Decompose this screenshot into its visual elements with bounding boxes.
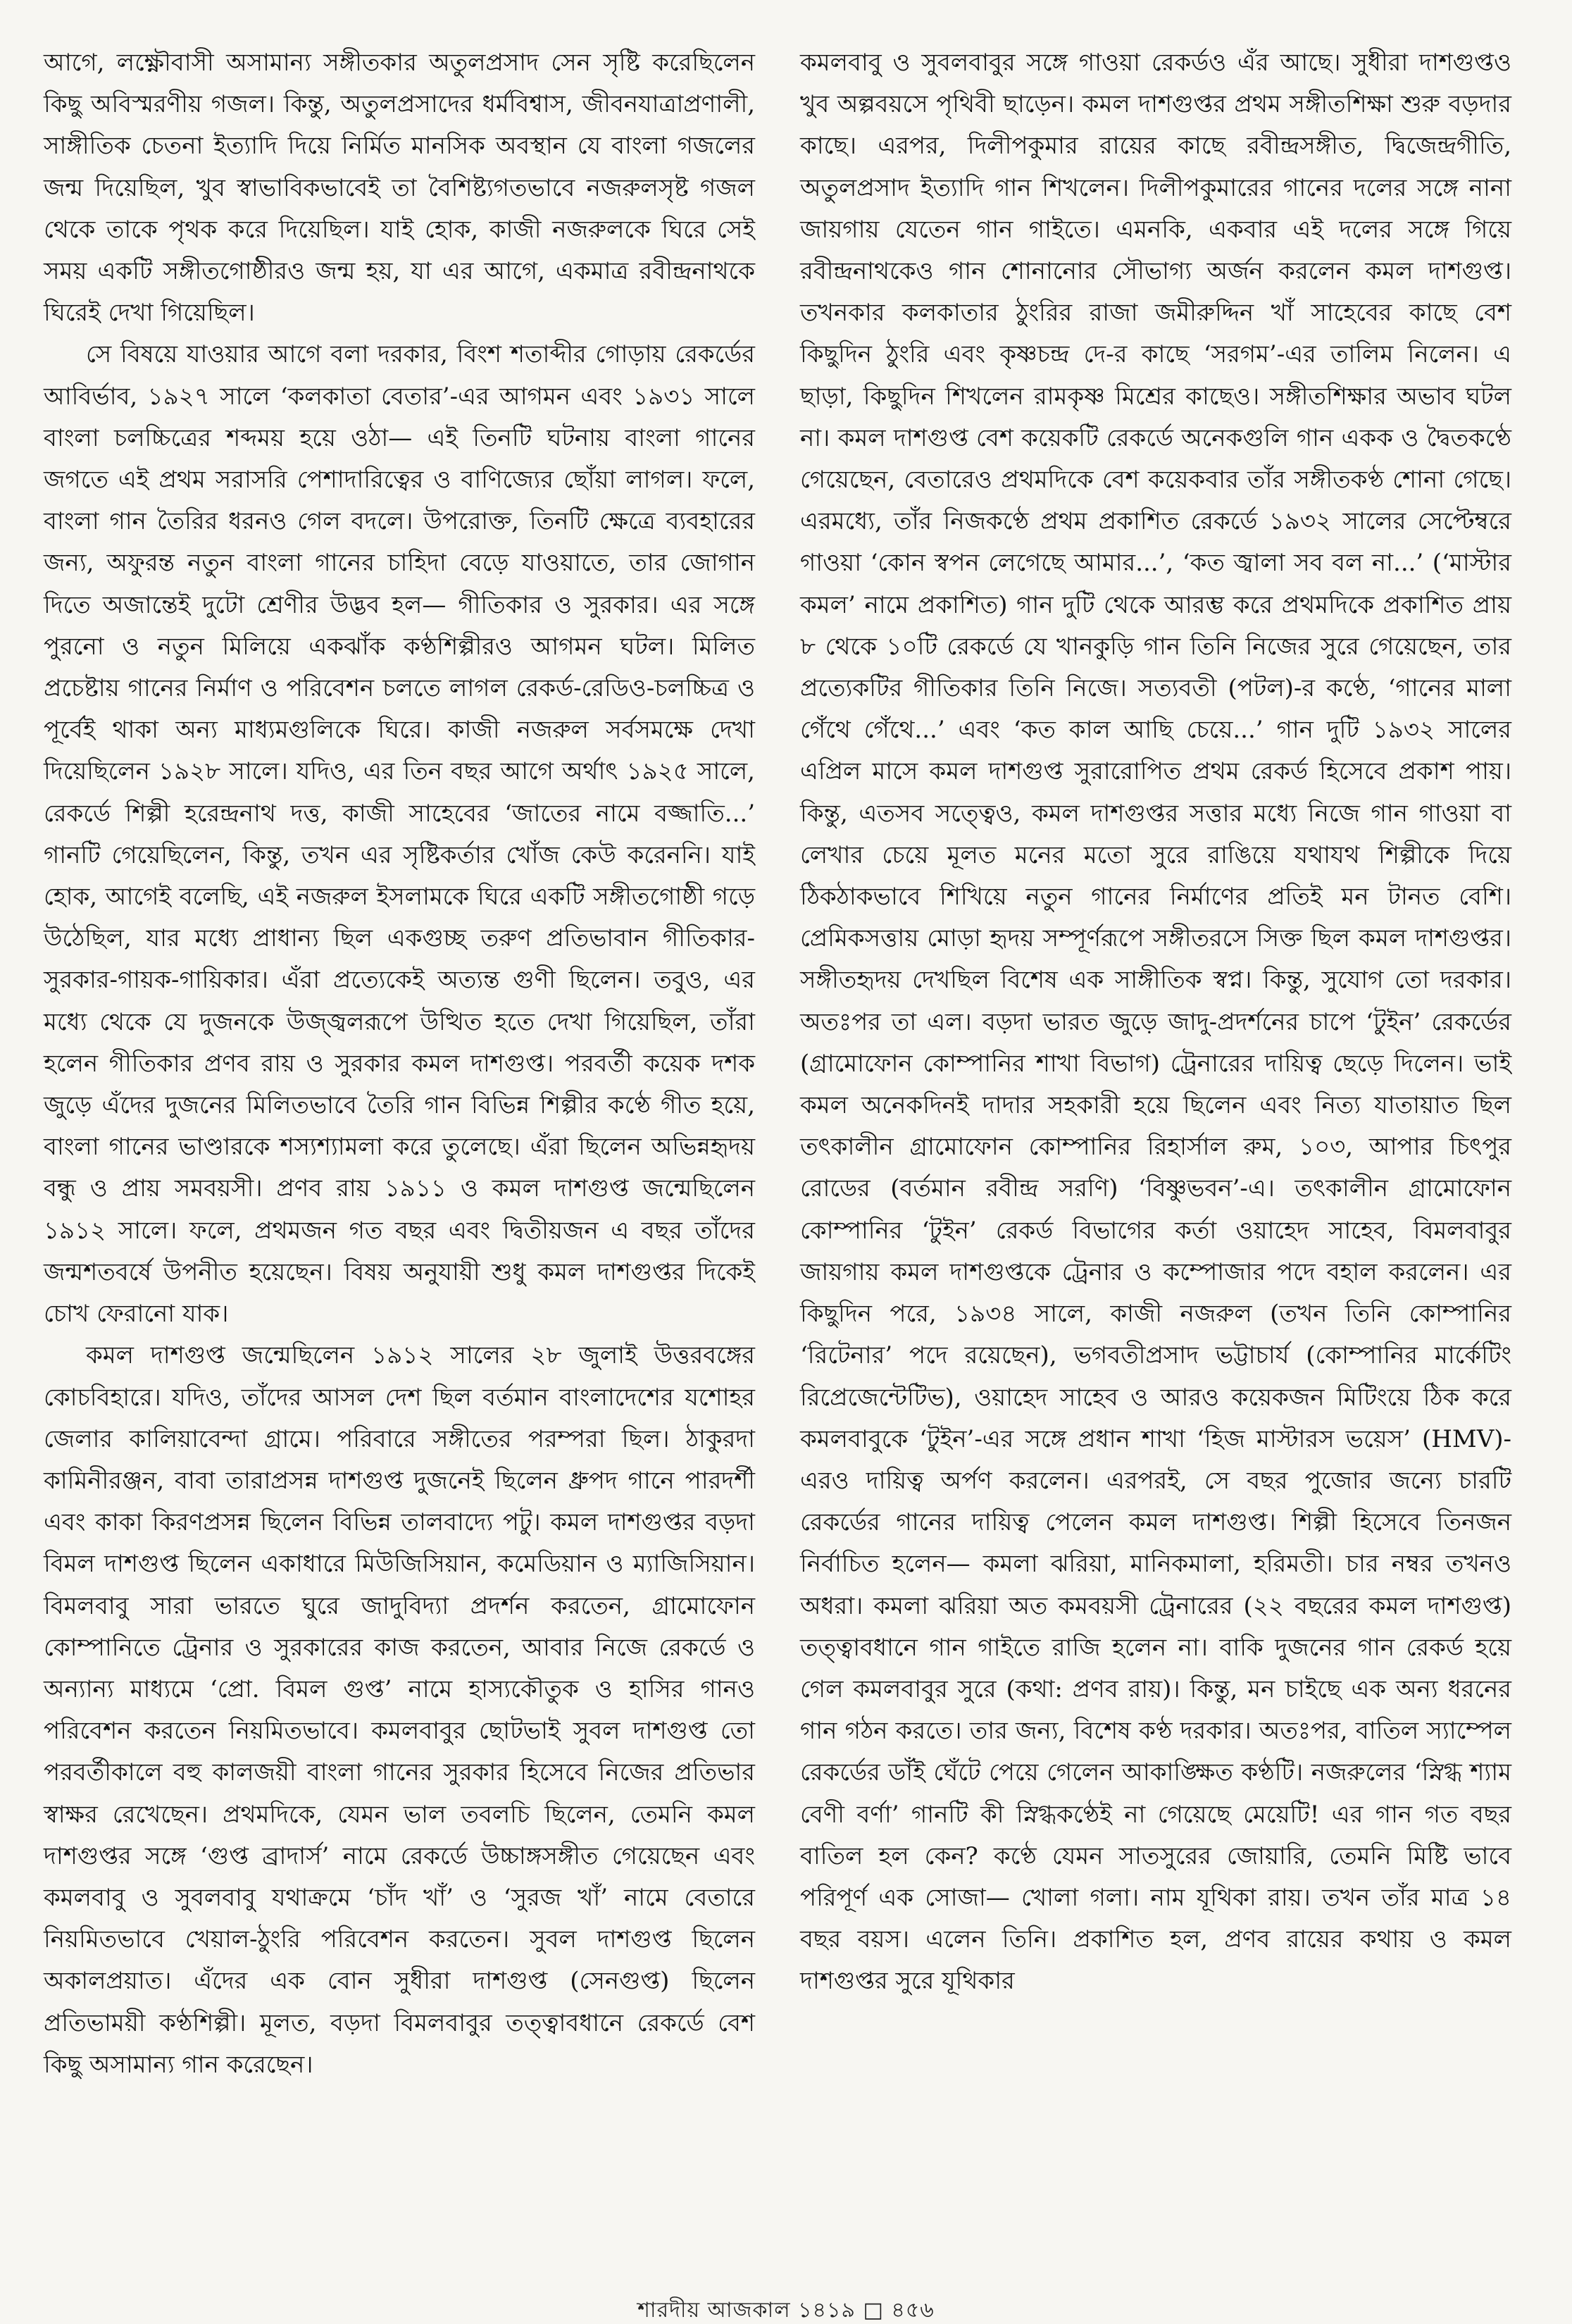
- right-column: [800, 42, 1511, 2003]
- page-footer: শারদীয় আজকাল ১৪১৯ □ ৪৫৬: [637, 2298, 935, 2323]
- left-column: [44, 42, 755, 2086]
- paragraph: সে বিষয়ে যাওয়ার আগে বলা দরকার, বিংশ শতাব্দীর গোড়ায় রেকর্ডের আবির্ভাব, ১৯২৭ সালে ‘কলকাতা বেতার’-এর আগমন এবং ১৯৩১ সালে বাংলা চলচ্চিত্রের শব্দময় হয়ে ওঠা— এই তিনটি ঘটনায় বাংলা গানের জগতে এই প্রথম সরাসরি পেশাদারিত্বের ও বাণিজ্যের ছোঁয়া লাগল। ফলে, বাংলা গান তৈরির ধরনও গেল বদলে। উপরোক্ত, তিনটি ক্ষেত্রে ব্যবহারের জন্য, অফুরন্ত নতুন বাংলা গানের চাহিদা বেড়ে যাওয়াতে, তার জোগান দিতে অজান্তেই দুটো শ্রেণীর উদ্ভব হল— গীতিকার ও সুরকার। এর সঙ্গে পুরনো ও নতুন মিলিয়ে একঝাঁক কণ্ঠশিল্পীরও আগমন ঘটল। মিলিত প্রচেষ্টায় গানের নির্মাণ ও পরিবেশন চলতে লাগল রেকর্ড-রেডিও-চলচ্চিত্র ও পূর্বেই থাকা অন্য মাধ্যমগুলিকে ঘিরে। কাজী নজরুল সর্বসমক্ষে দেখা দিয়েছিলেন ১৯২৮ সালে। যদিও, এর তিন বছর আগে অর্থাৎ ১৯২৫ সালে, রেকর্ডে শিল্পী হরেন্দ্রনাথ দত্ত, কাজী সাহেবের ‘জাতের নামে বজ্জাতি...’ গানটি গেয়েছিলেন, কিন্তু, তখন এর সৃষ্টিকর্তার খোঁজ কেউ করেননি। যাই হোক, আগেই বলেছি, এই নজরুল ইসলামকে ঘিরে একটি সঙ্গীতগোষ্ঠী গড়ে উঠেছিল, যার মধ্যে প্রাধান্য ছিল একগুচ্ছ তরুণ প্রতিভাবান গীতিকার-সুরকার-গায়ক-গায়িকার। এঁরা প্রত্যেকেই অত্যন্ত গুণী ছিলেন। তবুও, এর মধ্যে থেকে যে দুজনকে উজ্জ্বলরূপে উত্থিত হতে দেখা গিয়েছিল, তাঁরা হলেন গীতিকার প্রণব রায় ও সুরকার কমল দাশগুপ্ত। পরবর্তী কয়েক দশক জুড়ে এঁদের দুজনের মিলিতভাবে তৈরি গান বিভিন্ন শিল্পীর কণ্ঠে গীত হয়ে, বাংলা গানের ভাণ্ডারকে শস্যশ্যামলা করে তুলেছে। এঁরা ছিলেন অভিন্নহৃদয় বন্ধু ও প্রায় সমবয়সী। প্রণব রায় ১৯১১ ও কমল দাশগুপ্ত জন্মেছিলেন ১৯১২ সালে। ফলে, প্রথমজন গত বছর এবং দ্বিতীয়জন এ বছর তাঁদের জন্মশতবর্ষে উপনীত হয়েছেন। বিষয় অনুযায়ী শুধু কমল দাশগুপ্তর দিকেই চোখ ফেরানো যাক।: [44, 340, 755, 1329]
- paragraph: কমলবাবু ও সুবলবাবুর সঙ্গে গাওয়া রেকর্ডও এঁর আছে। সুধীরা দাশগুপ্তও খুব অল্পবয়সে পৃথিবী ছাড়েন। কমল দাশগুপ্তর প্রথম সঙ্গীতশিক্ষা শুরু বড়দার কাছে। এরপর, দিলীপকুমার রায়ের কাছে রবীন্দ্রসঙ্গীত, দ্বিজেন্দ্রগীতি, অতুলপ্রসাদ ইত্যাদি গান শিখলেন। দিলীপকুমারের গানের দলের সঙ্গে নানা জায়গায় যেতেন গান গাইতে। এমনকি, একবার এই দলের সঙ্গে গিয়ে রবীন্দ্রনাথকেও গান শোনানোর সৌভাগ্য অর্জন করলেন কমল দাশগুপ্ত। তখনকার কলকাতার ঠুংরির রাজা জমীরুদ্দিন খাঁ সাহেবের কাছে বেশ কিছুদিন ঠুংরি এবং কৃষ্ণচন্দ্র দে-র কাছে ‘সরগম’-এর তালিম নিলেন। এ ছাড়া, কিছুদিন শিখলেন রামকৃষ্ণ মিশ্রের কাছেও। সঙ্গীতশিক্ষার অভাব ঘটল না। কমল দাশগুপ্ত বেশ কয়েকটি রেকর্ডে অনেকগুলি গান একক ও দ্বৈতকণ্ঠে গেয়েছেন, বেতারেও প্রথমদিকে বেশ কয়েকবার তাঁর সঙ্গীতকণ্ঠ শোনা গেছে। এরমধ্যে, তাঁর নিজকণ্ঠে প্রথম প্রকাশিত রেকর্ডে ১৯৩২ সালের সেপ্টেম্বরে গাওয়া ‘কোন স্বপন লেগেছে আমার...’, ‘কত জ্বালা সব বল না...’ (‘মাস্টার কমল’ নামে প্রকাশিত) গান দুটি থেকে আরম্ভ করে প্রথমদিকে প্রকাশিত প্রায় ৮ থেকে ১০টি রেকর্ডে যে খানকুড়ি গান তিনি নিজের সুরে গেয়েছেন, তার প্রত্যেকটির গীতিকার তিনি নিজে। সত্যবতী (পটল)-র কণ্ঠে, ‘গানের মালা গেঁথে গেঁথে...’ এবং ‘কত কাল আছি চেয়ে...’ গান দুটি ১৯৩২ সালের এপ্রিল মাসে কমল দাশগুপ্ত সুরারোপিত প্রথম রেকর্ড হিসেবে প্রকাশ পায়। কিন্তু, এতসব সত্ত্বেও, কমল দাশগুপ্তর সত্তার মধ্যে নিজে গান গাওয়া বা লেখার চেয়ে মূলত মনের মতো সুরে রাঙিয়ে যথাযথ শিল্পীকে দিয়ে ঠিকঠাকভাবে শিখিয়ে নতুন গানের নির্মাণের প্রতিই মন টানত বেশি। প্রেমিকসত্তায় মোড়া হৃদয় সম্পূর্ণরূপে সঙ্গীতরসে সিক্ত ছিল কমল দাশগুপ্তর। সঙ্গীতহৃদয় দেখছিল বিশেষ এক সাঙ্গীতিক স্বপ্ন। কিন্তু, সুযোগ তো দরকার। অতঃপর তা এল। বড়দা ভারত জুড়ে জাদু-প্রদর্শনের চাপে ‘টুইন’ রেকর্ডের (গ্রামোফোন কোম্পানির শাখা বিভাগ) ট্রেনারের দায়িত্ব ছেড়ে দিলেন। ভাই কমল অনেকদিনই দাদার সহকারী হয়ে ছিলেন এবং নিত্য যাতায়াত ছিল তৎকালীন গ্রামোফোন কোম্পানির রিহার্সাল রুম, ১০৩, আপার চিৎপুর রোডের (বর্তমান রবীন্দ্র সরণি) ‘বিষ্ণুভবন’-এ। তৎকালীন গ্রামোফোন কোম্পানির ‘টুইন’ রেকর্ড বিভাগের কর্তা ওয়াহেদ সাহেব, বিমলবাবুর জায়গায় কমল দাশগুপ্তকে ট্রেনার ও কম্পোজার পদে বহাল করলেন। এর কিছুদিন পরে, ১৯৩৪ সালে, কাজী নজরুল (তখন তিনি কোম্পানির ‘রিটেনার’ পদে রয়েছেন), ভগবতীপ্রসাদ ভট্টাচার্য (কোম্পানির মার্কেটিং রিপ্রেজেন্টেটিভ), ওয়াহেদ সাহেব ও আরও কয়েকজন মিটিংয়ে ঠিক করে কমলবাবুকে ‘টুইন’-এর সঙ্গে প্রধান শাখা ‘হিজ মাস্টারস ভয়েস’ (HMV)-এরও দায়িত্ব অর্পণ করলেন। এরপরই, সে বছর পুজোর জন্যে চারটি রেকর্ডের গানের দায়িত্ব পেলেন কমল দাশগুপ্ত। শিল্পী হিসেবে তিনজন নির্বাচিত হলেন— কমলা ঝরিয়া, মানিকমালা, হরিমতী। চার নম্বর তখনও অধরা। কমলা ঝরিয়া অত কমবয়সী ট্রেনারের (২২ বছরের কমল দাশগুপ্ত) তত্ত্বাবধানে গান গাইতে রাজি হলেন না। বাকি দুজনের গান রেকর্ড হয়ে গেল কমলবাবুর সুরে (কথা: প্রণব রায়)। কিন্তু, মন চাইছে এক অন্য ধরনের গান গঠন করতে। তার জন্য, বিশেষ কণ্ঠ দরকার। অতঃপর, বাতিল স্যাম্পেল রেকর্ডের ডাঁই ঘেঁটে পেয়ে গেলেন আকাঙ্ক্ষিত কণ্ঠটি। নজরুলের ‘স্নিগ্ধ শ্যাম বেণী বর্ণা’ গানটি কী স্নিগ্ধকণ্ঠেই না গেয়েছে মেয়েটি! এর গান গত বছর বাতিল হল কেন? কণ্ঠে যেমন সাতসুরের জোয়ারি, তেমনি মিষ্টি ভাবে পরিপূর্ণ এক সোজা— খোলা গলা। নাম যূথিকা রায়। তখন তাঁর মাত্র ১৪ বছর বয়স। এলেন তিনি। প্রকাশিত হল, প্রণব রায়ের কথায় ও কমল দাশগুপ্তর সুরে যূথিকার: [800, 49, 1511, 1996]
- paragraph: আগে, লক্ষ্ণৌবাসী অসামান্য সঙ্গীতকার অতুলপ্রসাদ সেন সৃষ্টি করেছিলেন কিছু অবিস্মরণীয় গজল। কিন্তু, অতুলপ্রসাদের ধর্মবিশ্বাস, জীবনযাত্রাপ্রণালী, সাঙ্গীতিক চেতনা ইত্যাদি দিয়ে নির্মিত মানসিক অবস্থান যে বাংলা গজলের জন্ম দিয়েছিল, খুব স্বাভাবিকভাবেই তা বৈশিষ্ট্যগতভাবে নজরুলসৃষ্ট গজল থেকে তাকে পৃথক করে দিয়েছিল। যাই হোক, কাজী নজরুলকে ঘিরে সেই সময় একটি সঙ্গীতগোষ্ঠীরও জন্ম হয়, যা এর আগে, একমাত্র রবীন্দ্রনাথকে ঘিরেই দেখা গিয়েছিল।: [44, 49, 755, 328]
- paragraph: কমল দাশগুপ্ত জন্মেছিলেন ১৯১২ সালের ২৮ জুলাই উত্তরবঙ্গের কোচবিহারে। যদিও, তাঁদের আসল দেশ ছিল বর্তমান বাংলাদেশের যশোহর জেলার কালিয়াবেন্দা গ্রামে। পরিবারে সঙ্গীতের পরম্পরা ছিল। ঠাকুরদা কামিনীরঞ্জন, বাবা তারাপ্রসন্ন দাশগুপ্ত দুজনেই ছিলেন ধ্রুপদ গানে পারদর্শী এবং কাকা কিরণপ্রসন্ন ছিলেন বিভিন্ন তালবাদ্যে পটু। কমল দাশগুপ্তর বড়দা বিমল দাশগুপ্ত ছিলেন একাধারে মিউজিসিয়ান, কমেডিয়ান ও ম্যাজিসিয়ান। বিমলবাবু সারা ভারতে ঘুরে জাদুবিদ্যা প্রদর্শন করতেন, গ্রামোফোন কোম্পানিতে ট্রেনার ও সুরকারের কাজ করতেন, আবার নিজে রেকর্ডে ও অন্যান্য মাধ্যমে ‘প্রো. বিমল গুপ্ত’ নামে হাস্যকৌতুক ও হাসির গানও পরিবেশন করতেন নিয়মিতভাবে। কমলবাবুর ছোটভাই সুবল দাশগুপ্ত তো পরবর্তীকালে বহু কালজয়ী বাংলা গানের সুরকার হিসেবে নিজের প্রতিভার স্বাক্ষর রেখেছেন। প্রথমদিকে, যেমন ভাল তবলচি ছিলেন, তেমনি কমল দাশগুপ্তর সঙ্গে ‘গুপ্ত ব্রাদার্স’ নামে রেকর্ডে উচ্চাঙ্গসঙ্গীত গেয়েছেন এবং কমলবাবু ও সুবলবাবু যথাক্রমে ‘চাঁদ খাঁ’ ও ‘সুরজ খাঁ’ নামে বেতারে নিয়মিতভাবে খেয়াল-ঠুংরি পরিবেশন করতেন। সুবল দাশগুপ্ত ছিলেন অকালপ্রয়াত। এঁদের এক বোন সুধীরা দাশগুপ্ত (সেনগুপ্ত) ছিলেন প্রতিভাময়ী কণ্ঠশিল্পী। মূলত, বড়দা বিমলবাবুর তত্ত্বাবধানে রেকর্ডে বেশ কিছু অসামান্য গান করেছেন।: [44, 1341, 755, 2079]
